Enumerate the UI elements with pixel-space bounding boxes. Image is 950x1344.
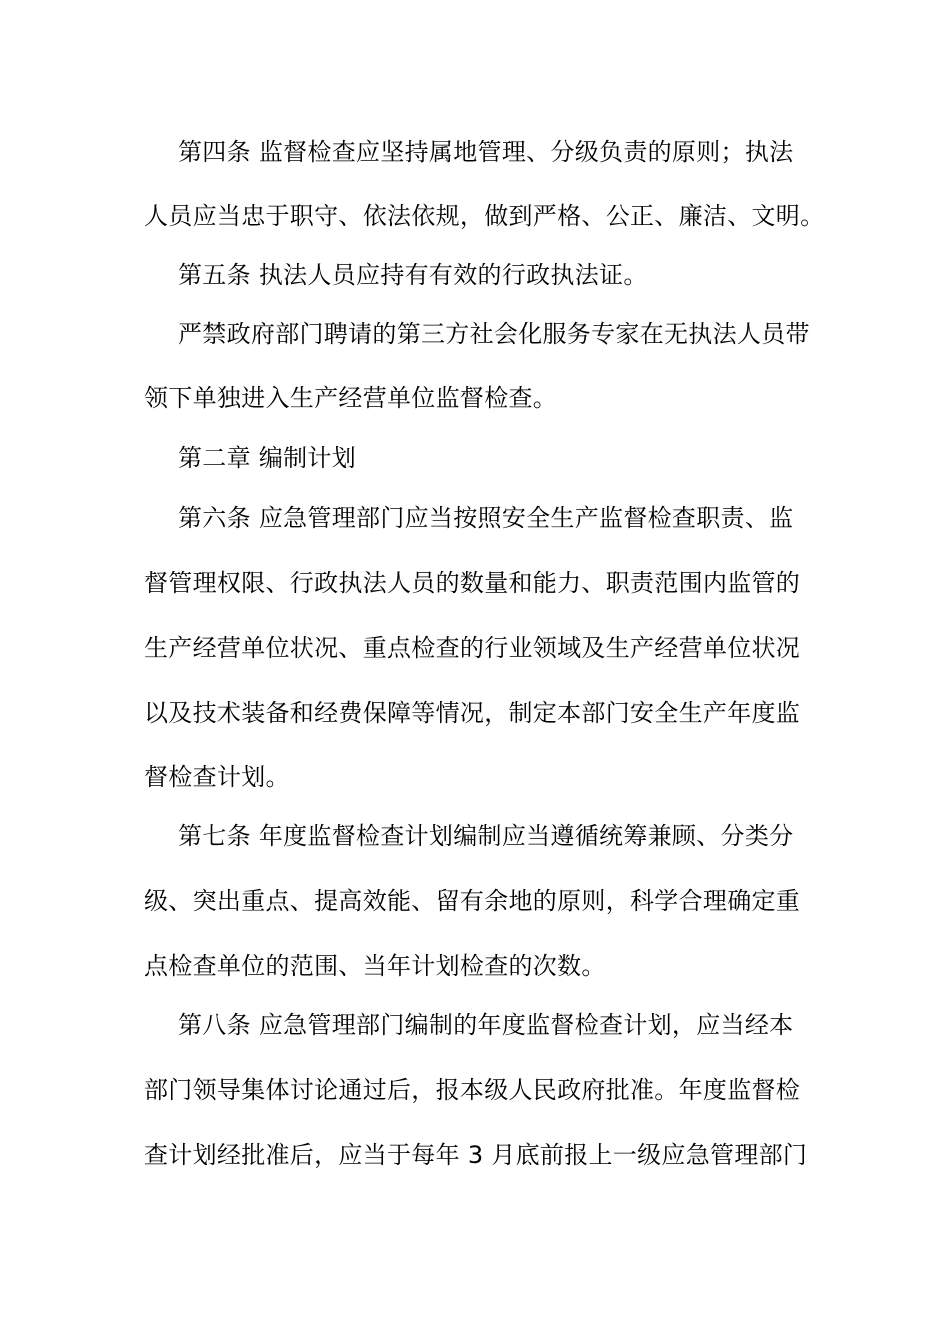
article-4-line-1: 第四条 监督检查应坚持属地管理、分级负责的原则；执法 xyxy=(178,138,794,166)
article-7-line-3: 点检查单位的范围、当年计划检查的次数。 xyxy=(144,952,606,980)
article-5-para-2-line-1: 严禁政府部门聘请的第三方社会化服务专家在无执法人员带 xyxy=(178,320,810,348)
article-6-line-2: 督管理权限、行政执法人员的数量和能力、职责范围内监管的 xyxy=(144,569,801,597)
article-6-line-4: 以及技术装备和经费保障等情况，制定本部门安全生产年度监 xyxy=(144,699,801,727)
article-8-line-3: 查计划经批准后，应当于每年 3 月底前报上一级应急管理部门 xyxy=(144,1141,808,1169)
article-8-line-2: 部门领导集体讨论通过后，报本级人民政府批准。年度监督检 xyxy=(144,1076,801,1104)
article-8-line-1: 第八条 应急管理部门编制的年度监督检查计划，应当经本 xyxy=(178,1011,794,1039)
article-7-line-2: 级、突出重点、提高效能、留有余地的原则，科学合理确定重 xyxy=(144,887,801,915)
article-7-line-1: 第七条 年度监督检查计划编制应当遵循统筹兼顾、分类分 xyxy=(178,822,794,850)
article-6-line-1: 第六条 应急管理部门应当按照安全生产监督检查职责、监 xyxy=(178,504,794,532)
chapter-2-heading: 第二章 编制计划 xyxy=(178,444,357,472)
article-5-line-1: 第五条 执法人员应持有有效的行政执法证。 xyxy=(178,261,648,289)
article-6-line-3: 生产经营单位状况、重点检查的行业领域及生产经营单位状况 xyxy=(144,634,801,662)
article-5-para-2-line-2: 领下单独进入生产经营单位监督检查。 xyxy=(144,384,558,412)
article-4-line-2: 人员应当忠于职守、依法依规，做到严格、公正、廉洁、文明。 xyxy=(144,202,825,230)
article-6-line-5: 督检查计划。 xyxy=(144,763,290,791)
